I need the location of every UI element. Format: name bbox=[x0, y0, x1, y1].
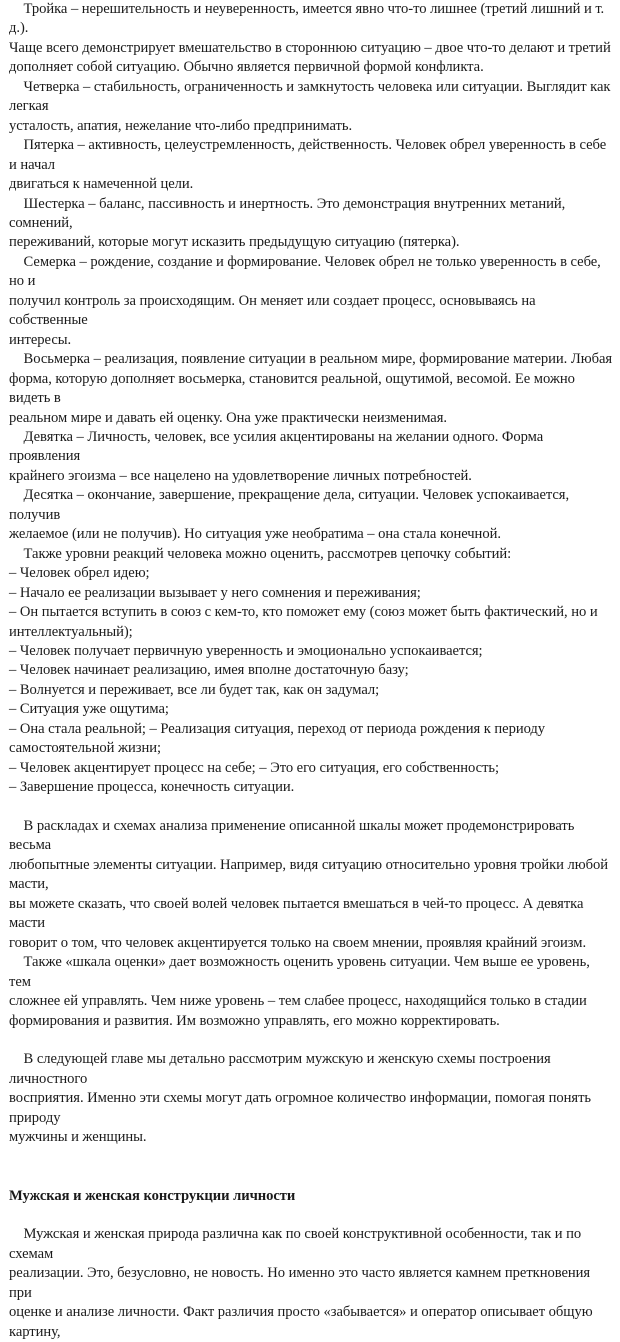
text-line: – Завершение процесса, конечность ситуации. bbox=[9, 779, 295, 796]
text-line: – Волнуется и переживает, все ли будет так, как он задумал; bbox=[9, 681, 380, 698]
section-body bbox=[9, 1225, 615, 1342]
text-line: интересы. bbox=[9, 331, 72, 348]
text-line: – Начало ее реализации вызывает у него сомнения и переживания; bbox=[9, 584, 421, 601]
text-line: – Ситуация уже ощутима; bbox=[9, 701, 169, 718]
text-line: дополняет собой ситуацию. Обычно является первичной формой конфликта. bbox=[9, 59, 484, 76]
blank-line bbox=[9, 798, 615, 817]
text-line: Четверка – стабильность, ограниченность и замкнутость человека или ситуации. Выглядит как легкая bbox=[9, 78, 611, 115]
text-line: получил контроль за происходящим. Он меняет или создает процесс, основываясь на собственные bbox=[9, 292, 536, 329]
blank-line bbox=[9, 1167, 615, 1186]
text-line: желаемое (или не получив). Но ситуация уже необратима – она стала конечной. bbox=[9, 526, 501, 543]
text-line: – Человек начинает реализацию, имея вполне достаточную базу; bbox=[9, 662, 409, 679]
text-line: Тройка – нерешительность и неуверенность, имеется явно что-то лишнее (третий лишний и т. д.). bbox=[9, 1, 605, 37]
text-line: восприятия. Именно эти схемы могут дать огромное количество информации, помогая понять природу bbox=[9, 1090, 592, 1126]
text-line: реальном мире и давать ей оценку. Она уже практически неизменимая. bbox=[9, 409, 447, 426]
text-line: интеллектуальный); bbox=[9, 623, 133, 640]
text-line: – Она стала реальной; – Реализация ситуация, переход от периода рождения к периоду bbox=[9, 720, 546, 737]
text-line: – Человек акцентирует процесс на себе; – Это его ситуация, его собственность; bbox=[9, 759, 500, 776]
text-line: сложнее ей управлять. Чем ниже уровень – тем слабее процесс, находящийся только в стадии bbox=[9, 993, 587, 1010]
text-line: Шестерка – баланс, пассивность и инертность. Это демонстрация внутренних метаний, сомнений, bbox=[9, 195, 566, 231]
text-line: В следующей главе мы детально рассмотрим мужскую и женскую схемы построения личностного bbox=[9, 1051, 551, 1087]
text-line: Пятерка – активность, целеустремленность, действенность. Человек обрел уверенность в себе и начал bbox=[9, 137, 607, 173]
text-line: Чаще всего демонстрирует вмешательство в стороннюю ситуацию – двое что-то делают и третий bbox=[9, 39, 611, 56]
text-line: формирования и развития. Им возможно управлять, его можно корректировать. bbox=[9, 1012, 500, 1029]
text-line: Также уровни реакций человека можно оценить, рассмотрев цепочку событий: bbox=[9, 545, 512, 562]
text-line: вы можете сказать, что своей волей человек пытается вмешаться в чей-то процесс. А девятка масти bbox=[9, 895, 584, 932]
section-heading: Мужская и женская конструкции личности bbox=[9, 1187, 296, 1204]
text-line: Десятка – окончание, завершение, прекращение дела, ситуации. Человек успокаивается, получив bbox=[9, 487, 570, 523]
analysis-paragraphs bbox=[9, 817, 615, 1031]
text-line: Мужская и женская природа различна как по своей конструктивной особенности, так и по схемам bbox=[9, 1226, 582, 1262]
next-chapter-paragraph bbox=[9, 1050, 615, 1147]
text-line: усталость, апатия, нежелание что-либо предпринимать. bbox=[9, 117, 353, 134]
scale-description-block bbox=[9, 0, 615, 798]
blank-line bbox=[9, 1148, 615, 1167]
text-line: любопытные элементы ситуации. Например, видя ситуацию относительно уровня тройки любой масти, bbox=[9, 856, 608, 893]
text-line: – Человек обрел идею; bbox=[9, 565, 150, 582]
text-line: крайнего эгоизма – все нацелено на удовлетворение личных потребностей. bbox=[9, 467, 472, 484]
text-line: оценке и анализе личности. Факт различия просто «забывается» и оператор описывает общую картину, bbox=[9, 1304, 593, 1340]
blank-line bbox=[9, 1031, 615, 1050]
text-line: Девятка – Личность, человек, все усилия акцентированы на желании одного. Форма проявления bbox=[9, 428, 544, 465]
document-page bbox=[9, 0, 615, 1342]
text-line: В раскладах и схемах анализа применение описанной шкалы может продемонстрировать весьма bbox=[9, 818, 575, 854]
text-line: форма, которую дополняет восьмерка, становится реальной, ощутимой, весомой. Ее можно видеть в bbox=[9, 370, 575, 407]
text-line: говорит о том, что человек акцентируется только на своем мнении, проявляя крайний эгоизм. bbox=[9, 934, 587, 951]
text-line: – Он пытается вступить в союз с кем-то, кто поможет ему (союз может быть фактический, но и bbox=[9, 604, 598, 621]
blank-line bbox=[9, 1206, 615, 1225]
text-line: переживаний, которые могут исказить предыдущую ситуацию (пятерка). bbox=[9, 234, 460, 251]
text-line: мужчины и женщины. bbox=[9, 1129, 147, 1146]
text-line: Семерка – рождение, создание и формирование. Человек обрел не только уверенность в себе, но и bbox=[9, 253, 601, 290]
text-line: реализации. Это, безусловно, не новость. Но именно это часто является камнем преткновения при bbox=[9, 1265, 591, 1301]
text-line: Восьмерка – реализация, появление ситуации в реальном мире, формирование материи. Любая bbox=[9, 351, 613, 368]
text-line: – Человек получает первичную уверенность и эмоционально успокаивается; bbox=[9, 642, 483, 659]
text-line: двигаться к намеченной цели. bbox=[9, 176, 194, 193]
text-line: Также «шкала оценки» дает возможность оценить уровень ситуации. Чем выше ее уровень, тем bbox=[9, 954, 590, 990]
text-line: самостоятельной жизни; bbox=[9, 740, 162, 757]
